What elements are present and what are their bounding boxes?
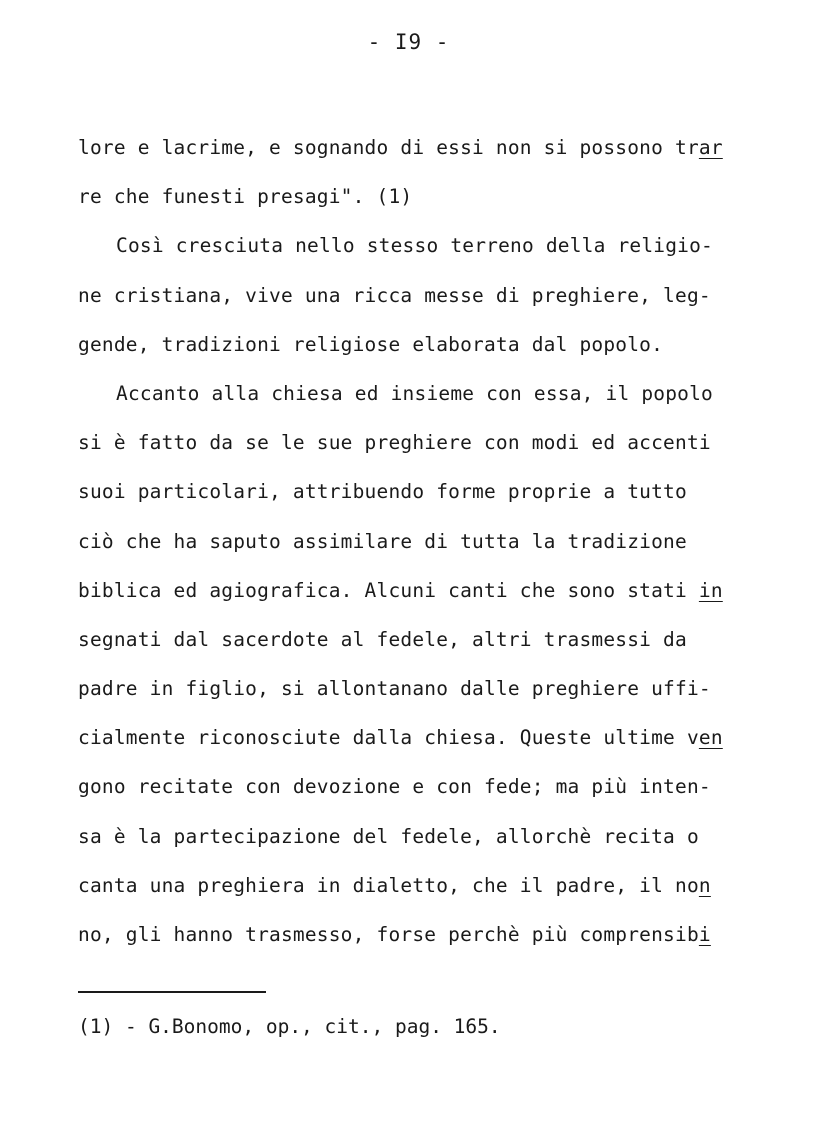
text-line [78,866,768,915]
text-line-underlined-hyphenation: ar [698,136,723,159]
text-line-main: sa è la partecipazione del fedele, allorchè recita o [78,824,699,848]
text-line-main: suoi particolari, attribuendo forme proprie a tutto [78,480,687,504]
text-line-main: ciò che ha saputo assimilare di tutta la tradizione [78,529,687,553]
footnote: (1) - G.Bonomo, op., cit., pag. 165. [78,1015,501,1038]
text-line-main: Così cresciuta nello stesso terreno della religio- [116,234,713,258]
page-number: - I9 - [367,30,450,54]
text-line [78,817,768,866]
text-line [78,669,768,718]
text-line-main: ne cristiana, vive una ricca messe di preghiere, leg- [78,283,711,307]
text-line-underlined-hyphenation: i [698,923,711,946]
text-line-main: canta una preghiera in dialetto, che il padre, il no [78,873,699,897]
text-line [78,423,768,472]
text-line [78,522,768,571]
text-line [78,276,768,325]
text-line-main: lore e lacrime, e sognando di essi non si possono tr [78,136,699,159]
text-line-main: gono recitate con devozione e con fede; ma più inten- [78,775,711,799]
text-line [78,226,768,275]
text-line-main: padre in figlio, si allontanano dalle preghiere uffi- [78,677,711,701]
text-line-underlined-hyphenation: in [698,578,723,602]
text-line [78,620,768,669]
body-text [78,128,768,964]
text-line [78,177,768,226]
text-line-main: re che funesti presagi". (1) [78,185,413,209]
text-line [78,571,768,620]
text-line [78,128,768,177]
text-line-main: si è fatto da se le sue preghiere con modi ed accenti [78,431,711,455]
text-line-underlined-hyphenation: en [698,726,723,750]
text-line [78,325,768,374]
text-line-main: cialmente riconosciute dalla chiesa. Queste ultime v [78,726,699,750]
text-line [78,767,768,816]
text-line [78,374,768,423]
text-line-main: gende, tradizioni religiose elaborata dal popolo. [78,332,664,356]
footnote-separator [78,991,266,993]
text-line-main: biblica ed agiografica. Alcuni canti che sono stati [78,578,699,602]
text-line [78,915,768,964]
text-line [78,472,768,521]
text-line-main: no, gli hanno trasmesso, forse perchè più comprensib [78,923,699,946]
text-line-underlined-hyphenation: n [698,873,711,897]
text-line-main: Accanto alla chiesa ed insieme con essa, il popolo [116,381,713,405]
text-line [78,718,768,767]
text-line-main: segnati dal sacerdote al fedele, altri trasmessi da [78,627,687,651]
